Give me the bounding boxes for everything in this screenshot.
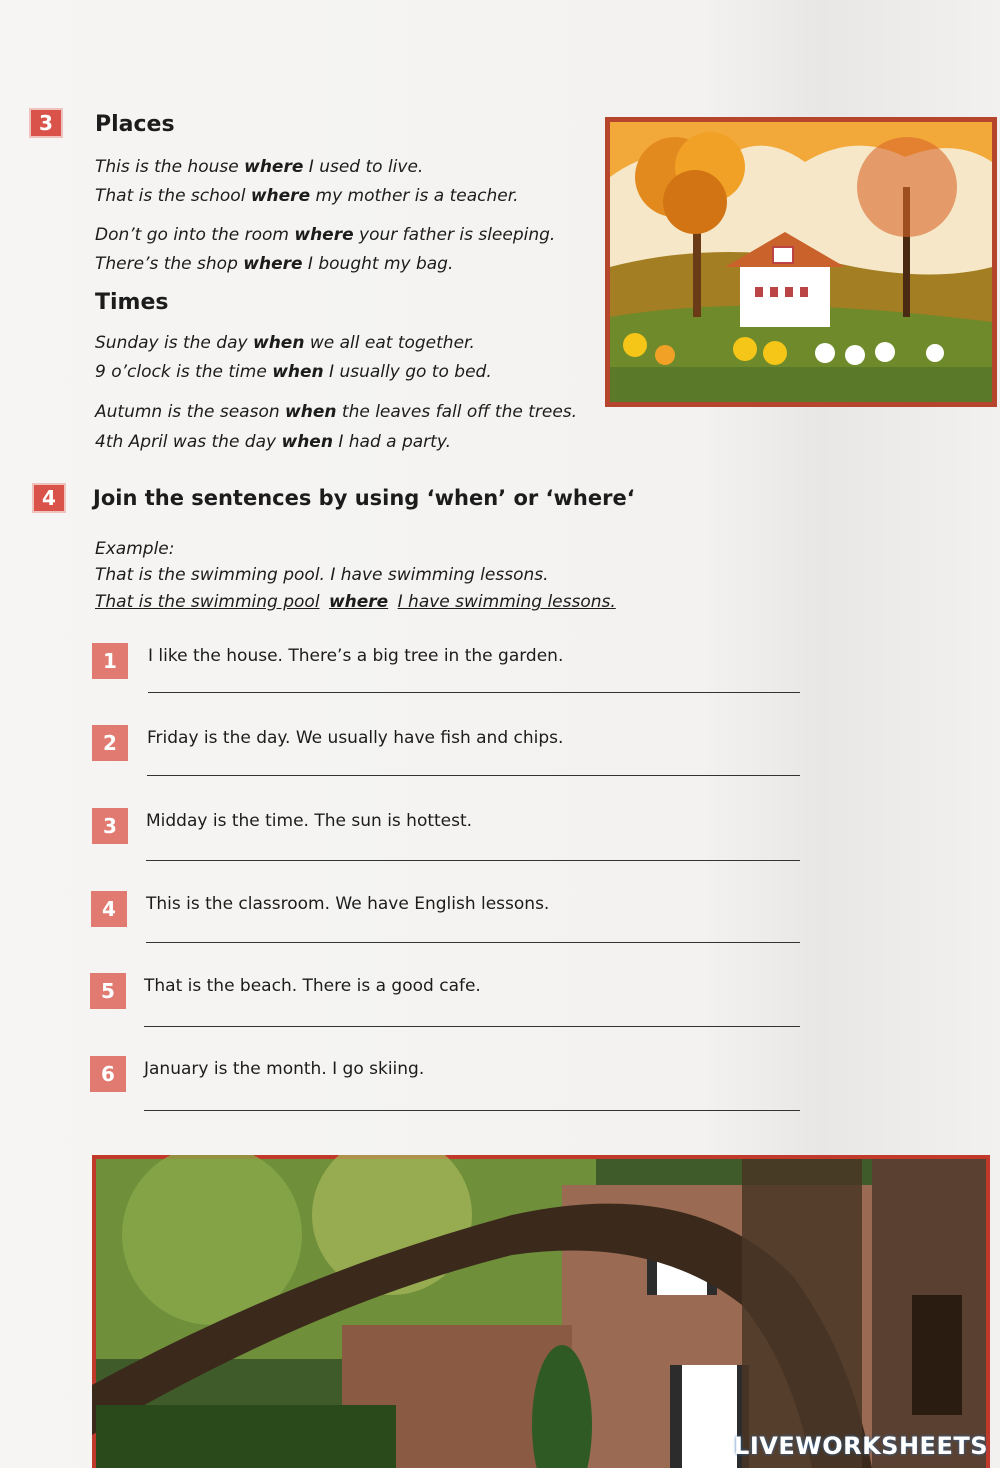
example-answer-part2: I have swimming lessons. — [397, 592, 616, 612]
places-example-4 — [95, 254, 453, 274]
times-example-1 — [95, 333, 475, 353]
places-example-1-start: This is the house — [95, 157, 245, 177]
example-answer — [95, 592, 616, 612]
places-example-3 — [95, 225, 555, 245]
question-4-text: This is the classroom. We have English lessons. — [146, 894, 550, 914]
question-3-number: 3 — [92, 808, 128, 844]
times-example-3-start: Autumn is the season — [95, 402, 286, 422]
example-answer-part1: That is the swimming pool — [95, 592, 320, 612]
places-example-1 — [95, 157, 423, 177]
places-example-3-connector: where — [294, 225, 354, 245]
question-1-text: I like the house. There’s a big tree in the garden. — [148, 646, 564, 666]
times-example-4-end: I had a party. — [332, 432, 451, 452]
question-6-text: January is the month. I go skiing. — [144, 1059, 425, 1079]
places-example-2-start: That is the school — [95, 186, 251, 206]
question-4-answer-line[interactable] — [146, 942, 800, 943]
times-example-4 — [95, 432, 451, 452]
times-example-2 — [95, 362, 492, 382]
question-3-text: Midday is the time. The sun is hottest. — [146, 811, 473, 831]
places-heading: Places — [95, 112, 175, 137]
example-answer-connector: where — [328, 592, 389, 612]
example-label: Example: — [95, 539, 175, 559]
times-example-1-connector: when — [252, 333, 305, 353]
times-example-1-start: Sunday is the day — [95, 333, 253, 353]
question-5-text: That is the beach. There is a good cafe. — [144, 976, 481, 996]
times-example-1-end: we all eat together. — [304, 333, 475, 353]
places-example-2-end: my mother is a teacher. — [310, 186, 519, 206]
times-example-4-start: 4th April was the day — [95, 432, 282, 452]
places-example-4-end: I bought my bag. — [302, 254, 454, 274]
question-1-number: 1 — [92, 643, 128, 679]
question-2-answer-line[interactable] — [147, 775, 800, 776]
times-example-2-connector: when — [272, 362, 324, 382]
question-1-answer-line[interactable] — [148, 692, 800, 693]
places-example-3-start: Don’t go into the room — [95, 225, 295, 245]
watermark: LIVEWORKSHEETS — [734, 1432, 988, 1460]
section-4-heading: Join the sentences by using ‘when’ or ‘where‘ — [93, 486, 635, 510]
places-example-3-end: your father is sleeping. — [353, 225, 556, 245]
places-example-4-start: There’s the shop — [95, 254, 244, 274]
times-example-2-end: I usually go to bed. — [323, 362, 492, 382]
times-example-4-connector: when — [281, 432, 333, 452]
question-4-number: 4 — [91, 891, 127, 927]
section-4-badge: 4 — [32, 483, 66, 513]
example-sentence: That is the swimming pool. I have swimming lessons. — [95, 565, 549, 585]
question-6-answer-line[interactable] — [144, 1110, 800, 1111]
question-2-text: Friday is the day. We usually have fish and chips. — [147, 728, 564, 748]
question-6-number: 6 — [90, 1056, 126, 1092]
question-5-number: 5 — [90, 973, 126, 1009]
places-example-1-end: I used to live. — [303, 157, 424, 177]
question-3-answer-line[interactable] — [146, 860, 800, 861]
times-example-3-connector: when — [285, 402, 337, 422]
places-example-2 — [95, 186, 519, 206]
times-example-3-end: the leaves fall off the trees. — [336, 402, 578, 422]
times-example-2-start: 9 o’clock is the time — [95, 362, 273, 382]
question-5-answer-line[interactable] — [144, 1026, 800, 1027]
section-3-badge: 3 — [29, 108, 63, 138]
question-2-number: 2 — [92, 725, 128, 761]
times-example-3 — [95, 402, 577, 422]
places-example-2-connector: where — [250, 186, 311, 206]
autumn-house-illustration — [605, 117, 997, 407]
places-example-1-connector: where — [244, 157, 304, 177]
brick-house-photo — [92, 1155, 990, 1468]
places-example-4-connector: where — [243, 254, 303, 274]
times-heading: Times — [95, 290, 169, 315]
